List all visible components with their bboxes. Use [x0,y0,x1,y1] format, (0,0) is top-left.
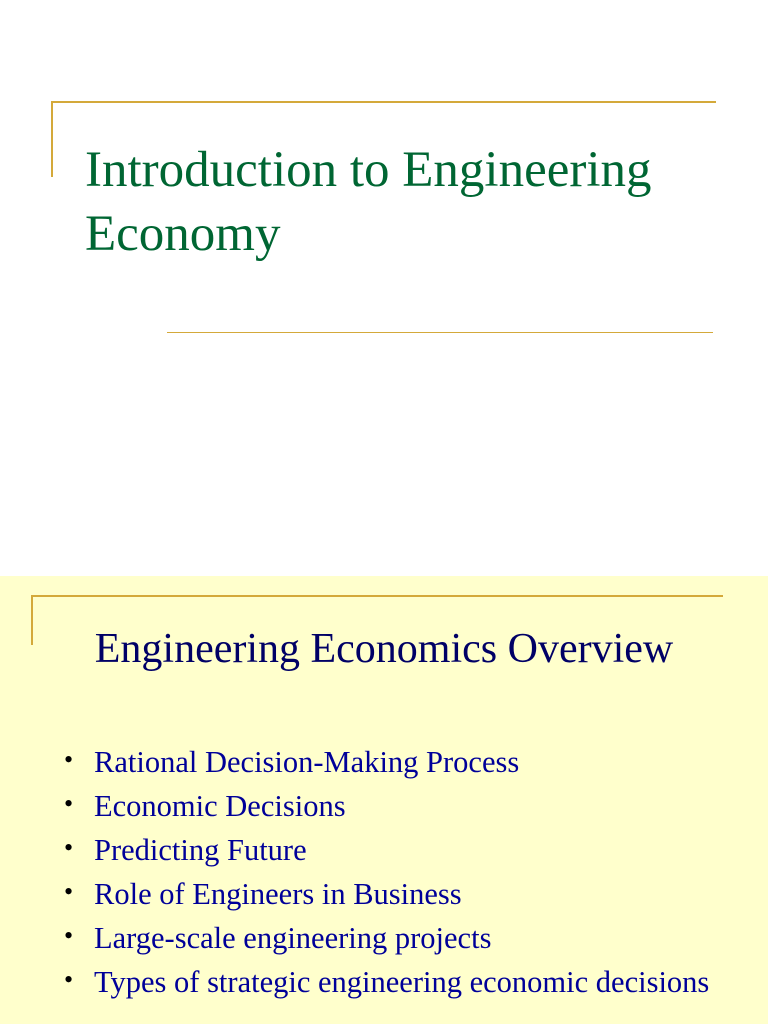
top-rule-horizontal [31,595,723,597]
bullet-icon: • [64,789,74,818]
slide-title: Engineering Economics Overview [94,626,674,672]
bullet-item [60,828,740,872]
bullet-icon: • [64,745,74,774]
bullet-text: Economic Decisions [94,789,346,823]
bullet-icon: • [64,921,74,950]
overview-slide [0,576,768,1024]
bullet-item [60,916,740,960]
bullet-item [60,872,740,916]
bullet-icon: • [64,965,74,994]
bullet-item [60,784,740,828]
bullet-icon: • [64,833,74,862]
bullet-text: Large-scale engineering projects [94,921,492,955]
bullet-text: Predicting Future [94,833,307,867]
title-underline-rule [167,332,713,333]
bullet-text: Rational Decision-Making Process [94,745,520,779]
bullet-item [60,960,740,1004]
top-rule-horizontal [51,101,716,103]
bullet-item [60,740,740,784]
bullet-icon: • [64,877,74,906]
top-rule-vertical [51,101,53,177]
bullet-list [60,740,740,1004]
top-rule-vertical [31,595,33,645]
slide-title: Introduction to Engineering Economy [85,142,652,262]
bullet-text: Types of strategic engineering economic decisions [94,965,710,999]
bullet-text: Role of Engineers in Business [94,877,462,911]
